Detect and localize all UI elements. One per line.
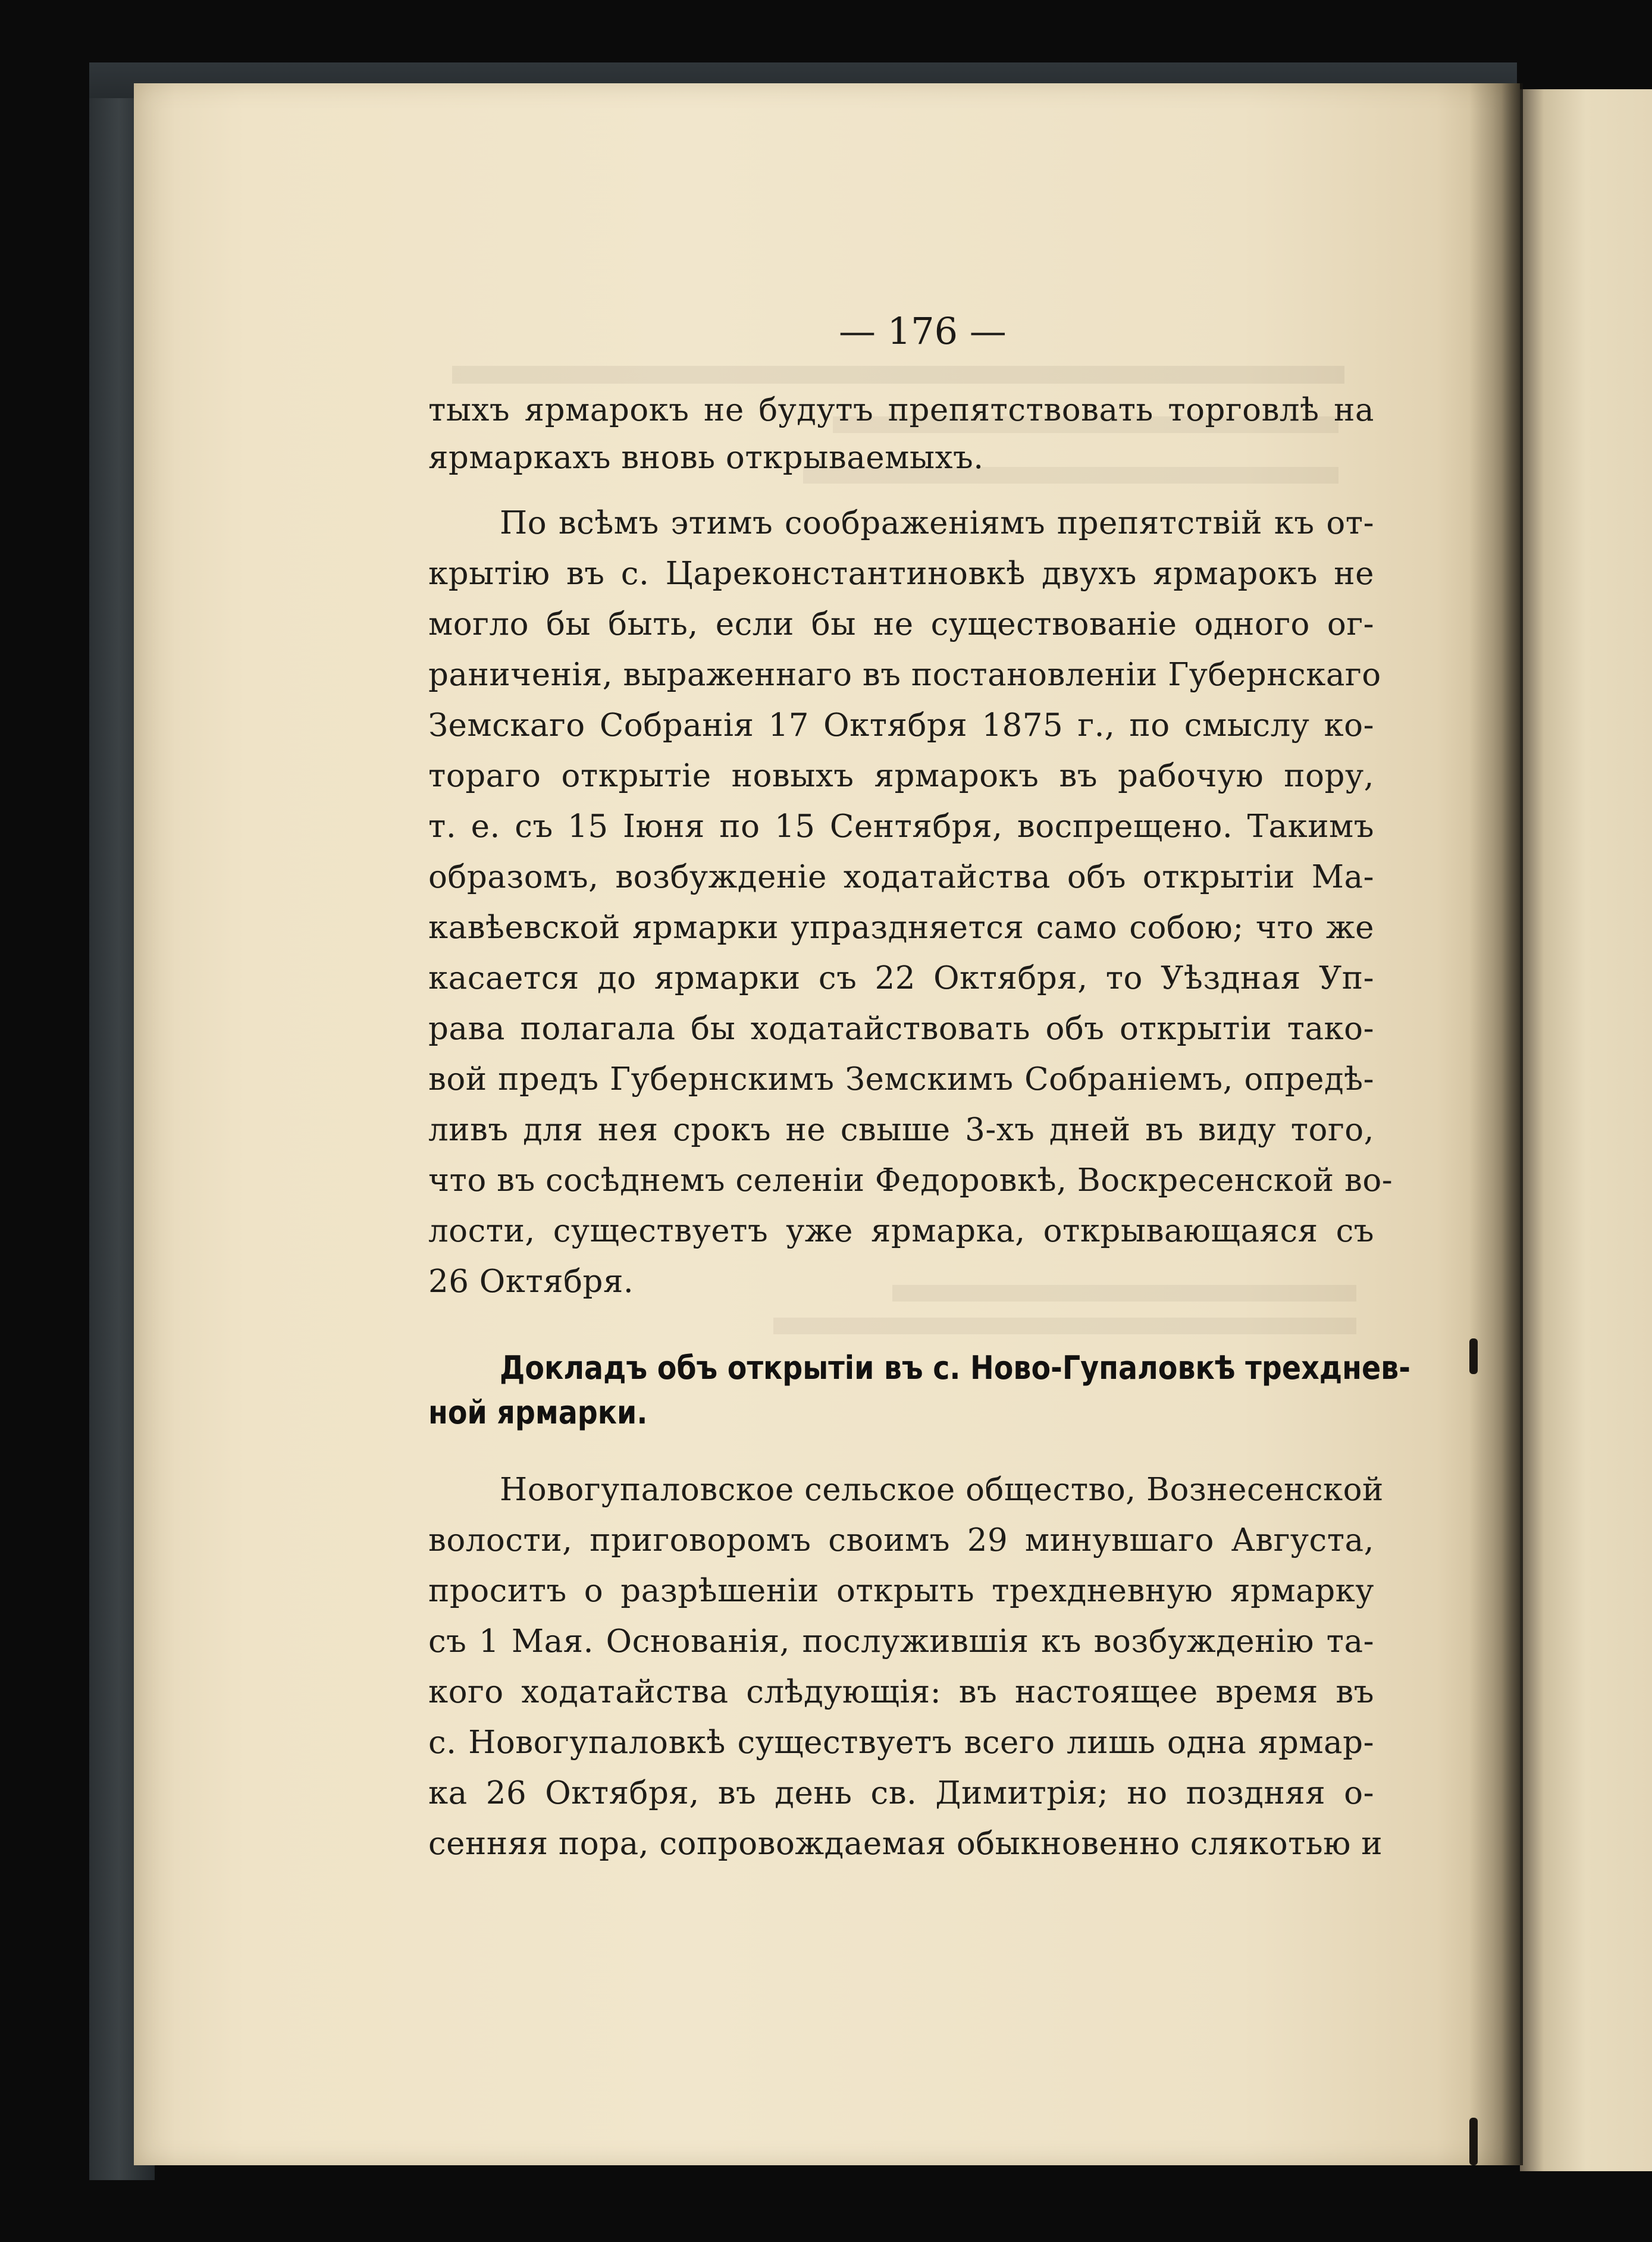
bleed-through-shadow: [773, 1318, 1356, 1334]
text-line: тыхъ ярмарокъ не будутъ препятствовать торговлѣ на: [428, 392, 1374, 428]
text-line: образомъ, возбужденіе ходатайства объ открытіи Ма-: [428, 859, 1374, 895]
page-edge-mark: [1469, 1338, 1478, 1374]
text-line: вой предъ Губернскимъ Земскимъ Собраніемъ, опредѣ-: [428, 1061, 1374, 1098]
text-line: раниченія, выраженнаго въ постановленіи Губернскаго: [428, 657, 1381, 693]
text-line: ливъ для нея срокъ не свыше 3-хъ дней въ виду того,: [428, 1112, 1374, 1148]
text-line: могло бы быть, если бы не существованіе одного ог-: [428, 606, 1374, 642]
text-line: что въ сосѣднемъ селеніи Федоровкѣ, Воскресенской во-: [428, 1162, 1393, 1199]
text-line: рава полагала бы ходатайствовать объ открытіи тако-: [428, 1011, 1374, 1047]
text-line: 26 Октября.: [428, 1263, 634, 1300]
adjacent-page: [1520, 89, 1652, 2171]
text-line: По всѣмъ этимъ соображеніямъ препятствій къ от-: [500, 505, 1374, 541]
section-heading: ной ярмарки.: [428, 1394, 648, 1431]
text-line: Новогупаловское сельское общество, Вознесенской: [500, 1472, 1384, 1508]
text-line: ка 26 Октября, въ день св. Димитрія; но поздняя о-: [428, 1775, 1374, 1811]
text-line: с. Новогупаловкѣ существуетъ всего лишь одна ярмар-: [428, 1724, 1374, 1761]
text-line: кавѣевской ярмарки упраздняется само собою; что же: [428, 910, 1374, 946]
text-line: кого ходатайства слѣдующія: въ настоящее время въ: [428, 1674, 1374, 1710]
text-line: сенняя пора, сопровождаемая обыкновенно слякотью и: [428, 1826, 1383, 1862]
text-line: крытію въ с. Цареконстантиновкѣ двухъ ярмарокъ не: [428, 556, 1374, 592]
text-line: лости, существуетъ уже ярмарка, открывающаяся съ: [428, 1213, 1374, 1249]
section-heading: Докладъ объ открытіи въ с. Ново-Гупаловкѣ трехднев-: [500, 1349, 1410, 1387]
text-line: Земскаго Собранія 17 Октября 1875 г., по смыслу ко-: [428, 707, 1374, 744]
text-line: проситъ о разрѣшеніи открыть трехдневную ярмарку: [428, 1573, 1374, 1609]
text-line: волости, приговоромъ своимъ 29 минувшаго Августа,: [428, 1522, 1374, 1559]
text-line: т. е. съ 15 Іюня по 15 Сентября, воспрещено. Такимъ: [428, 808, 1374, 845]
bleed-through-shadow: [452, 366, 1344, 384]
text-line: касается до ярмарки съ 22 Октября, то Уѣздная Уп-: [428, 960, 1374, 996]
page-edge-mark: [1469, 2118, 1478, 2165]
text-line: съ 1 Мая. Основанія, послужившія къ возбужденію та-: [428, 1623, 1374, 1660]
text-line: ярмаркахъ вновь открываемыхъ.: [428, 440, 984, 476]
page-number: — 176 —: [839, 309, 1007, 353]
page-gutter-shadow: [1469, 83, 1523, 2165]
text-line: тораго открытіе новыхъ ярмарокъ въ рабочую пору,: [428, 758, 1374, 794]
